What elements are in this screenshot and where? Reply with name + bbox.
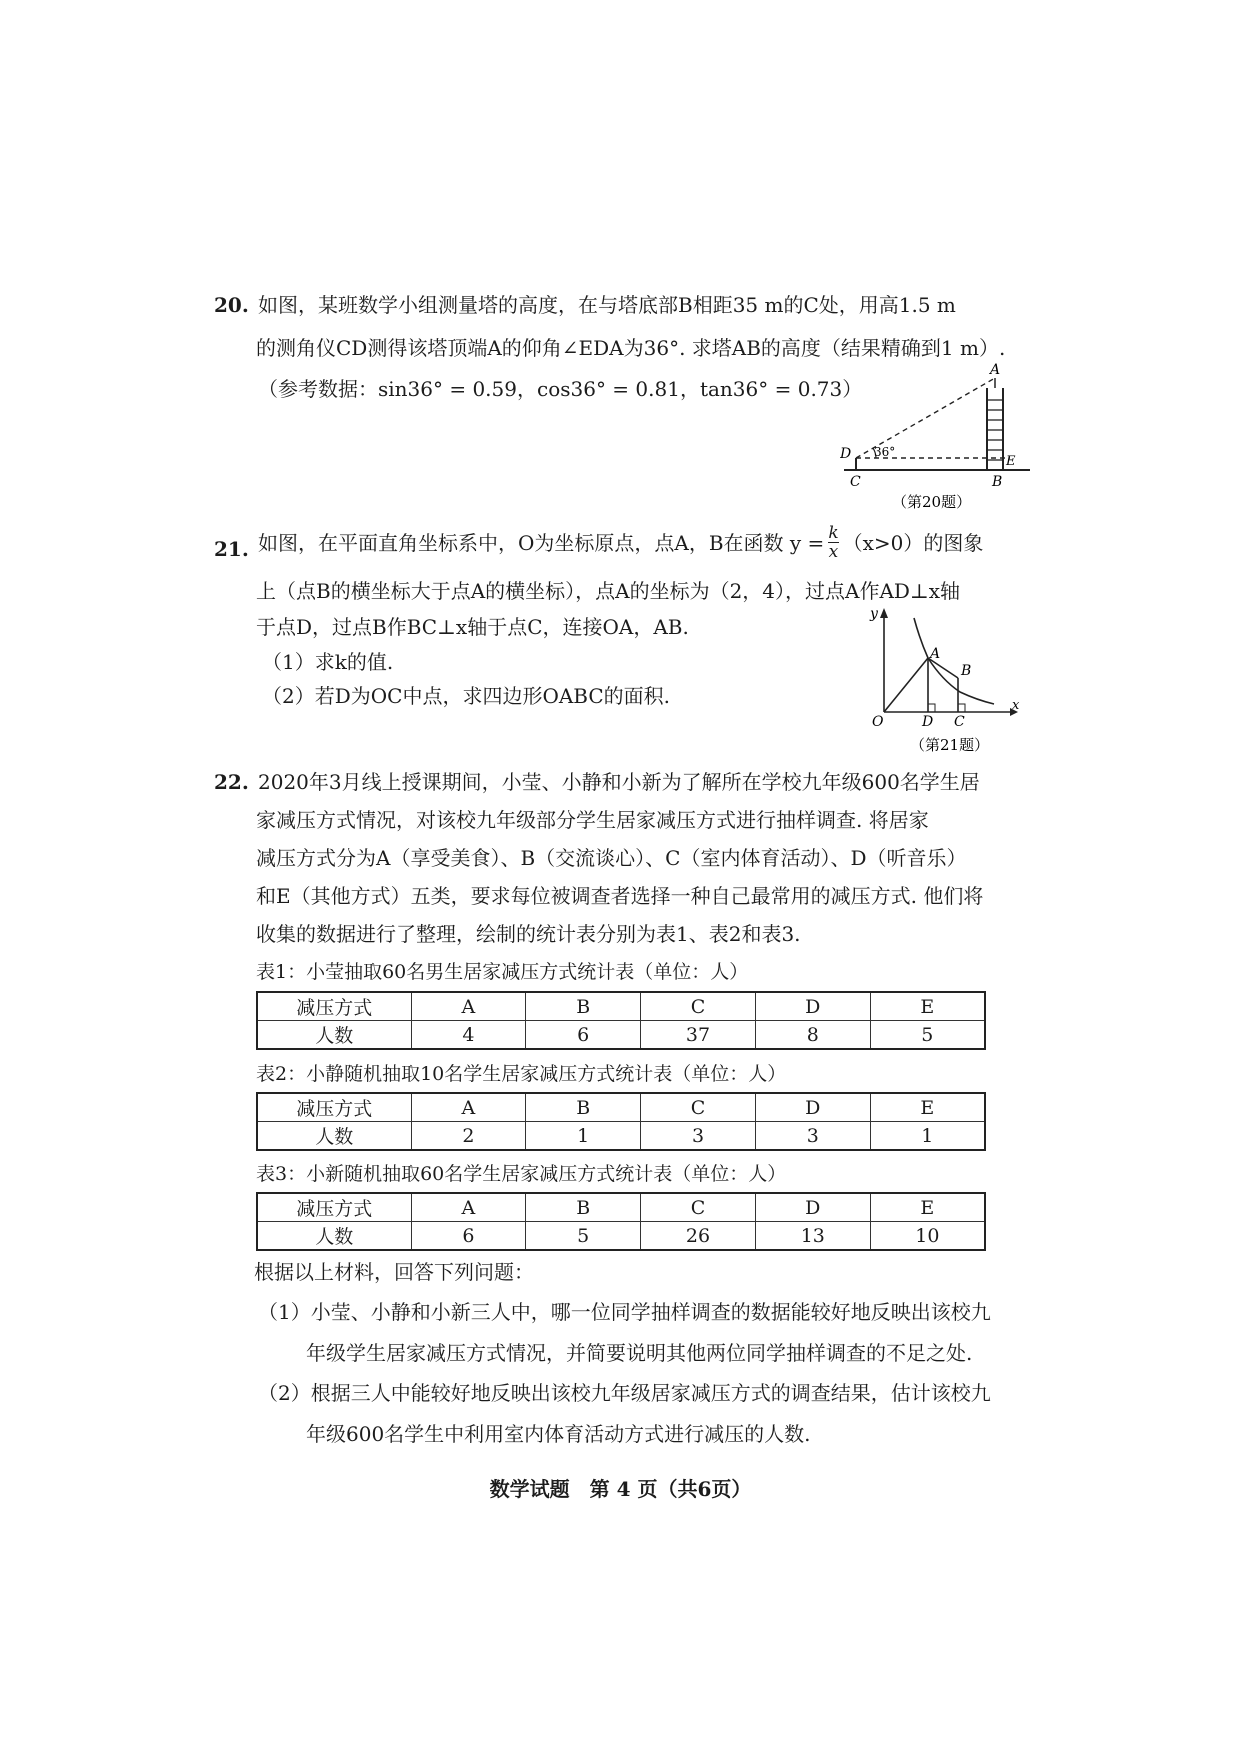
table-2-value-row	[257, 1122, 985, 1151]
table-cell: E	[870, 1093, 985, 1122]
table-cell: 人数	[257, 1021, 411, 1050]
q20-label-b: B	[992, 474, 1003, 490]
table-cell: A	[411, 1093, 526, 1122]
q20-tower	[987, 378, 1003, 470]
q21-fraction-denominator: x	[828, 542, 839, 562]
table-cell: 5	[870, 1021, 985, 1050]
table-1-caption: 表1：小莹抽取60名男生居家减压方式统计表（单位：人）	[256, 961, 749, 983]
table-cell: 减压方式	[257, 1193, 411, 1222]
q21-line-1	[258, 524, 983, 561]
q20-label-a: A	[990, 362, 1001, 378]
table-cell: 3	[755, 1122, 870, 1151]
q21-label-b: B	[961, 663, 972, 679]
table-cell: D	[755, 992, 870, 1021]
q20-label-angle: 36°	[874, 445, 896, 459]
table-cell: B	[526, 992, 641, 1021]
table-cell: 2	[411, 1122, 526, 1151]
table-cell: B	[526, 1193, 641, 1222]
q21-label-d: D	[922, 714, 934, 730]
q21-line-2: 上（点B的横坐标大于点A的横坐标），点A的坐标为（2，4），过点A作AD⊥x轴	[256, 579, 961, 603]
table-2-header-row	[257, 1093, 985, 1122]
table-cell: 减压方式	[257, 992, 411, 1021]
q21-caption: （第21题）	[910, 736, 990, 754]
q21-label-c: C	[954, 714, 965, 730]
q22-sub-question-1-line-1: （1）小莹、小静和小新三人中，哪一位同学抽样调查的数据能较好地反映出该校九	[258, 1300, 991, 1324]
q21-label-x: x	[1012, 698, 1020, 713]
table-cell: 5	[526, 1222, 641, 1251]
table-3-caption: 表3：小新随机抽取60名学生居家减压方式统计表（单位：人）	[256, 1163, 787, 1185]
table-cell: 人数	[257, 1222, 411, 1251]
table-cell: E	[870, 992, 985, 1021]
table-cell: A	[411, 1193, 526, 1222]
table-cell: 26	[641, 1222, 756, 1251]
table-1-header-row	[257, 992, 985, 1021]
q22-prompt: 根据以上材料，回答下列问题：	[254, 1260, 534, 1284]
table-cell: C	[641, 1193, 756, 1222]
table-cell: 13	[755, 1222, 870, 1251]
table-1-value-row	[257, 1021, 985, 1050]
q20-reference-data: （参考数据：sin36° = 0.59，cos36° = 0.81，tan36° = 0.73）	[258, 377, 863, 401]
q21-sub-question-1: （1）求k的值.	[262, 650, 394, 674]
q21-label-a: A	[930, 646, 941, 662]
table-cell: 37	[641, 1021, 756, 1050]
table-cell: A	[411, 992, 526, 1021]
q21-figure	[862, 600, 1022, 760]
q22-line-2: 家减压方式情况，对该校九年级部分学生居家减压方式进行抽样调查. 将居家	[256, 808, 929, 832]
table-3-value-row	[257, 1222, 985, 1251]
q21-line-1-b: （x>0）的图象	[842, 530, 984, 555]
q22-line-4: 和E（其他方式）五类，要求每位被调查者选择一种自己最常用的减压方式. 他们将	[256, 884, 984, 908]
table-cell: C	[641, 1093, 756, 1122]
q21-sub-question-2: （2）若D为OC中点，求四边形OABC的面积.	[262, 684, 671, 708]
table-cell: 1	[870, 1122, 985, 1151]
q22-number: 22.	[214, 770, 249, 794]
table-2	[256, 1092, 986, 1151]
q22-line-5: 收集的数据进行了整理，绘制的统计表分别为表1、表2和表3.	[256, 922, 801, 946]
q21-label-o: O	[872, 714, 884, 730]
q20-number: 20.	[214, 293, 249, 317]
q20-label-c: C	[850, 474, 861, 490]
q21-line-3: 于点D，过点B作BC⊥x轴于点C，连接OA，AB.	[256, 615, 689, 639]
q20-figure	[840, 360, 1040, 520]
table-cell: E	[870, 1193, 985, 1222]
table-cell: D	[755, 1193, 870, 1222]
q21-segment-oa	[884, 658, 928, 712]
table-cell: C	[641, 992, 756, 1021]
q21-fraction	[828, 524, 838, 561]
table-cell: D	[755, 1093, 870, 1122]
table-cell: 3	[641, 1122, 756, 1151]
q21-label-y: y	[870, 606, 878, 622]
q21-fraction-numerator: k	[828, 523, 839, 543]
q22-sub-question-2-line-2: 年级600名学生中利用室内体育活动方式进行减压的人数.	[306, 1422, 811, 1446]
table-cell: 人数	[257, 1122, 411, 1151]
q20-caption: （第20题）	[892, 493, 972, 511]
table-cell: B	[526, 1093, 641, 1122]
table-1	[256, 991, 986, 1050]
q22-line-1: 2020年3月线上授课期间，小莹、小静和小新为了解所在学校九年级600名学生居	[258, 770, 980, 794]
q20-line-2: 的测角仪CD测得该塔顶端A的仰角∠EDA为36°. 求塔AB的高度（结果精确到1 m）.	[256, 336, 1006, 360]
q21-line-1-a: 如图，在平面直角坐标系中，O为坐标原点，点A，B在函数 y =	[258, 530, 825, 555]
table-cell: 6	[526, 1021, 641, 1050]
q20-label-d: D	[840, 446, 852, 462]
table-3-header-row	[257, 1193, 985, 1222]
q22-sub-question-1-line-2: 年级学生居家减压方式情况，并简要说明其他两位同学抽样调查的不足之处.	[306, 1341, 973, 1365]
q21-number: 21.	[214, 537, 249, 561]
q20-line-1: 如图，某班数学小组测量塔的高度，在与塔底部B相距35 m的C处，用高1.5 m	[258, 293, 956, 317]
q22-line-3: 减压方式分为A（享受美食）、B（交流谈心）、C（室内体育活动）、D（听音乐）	[256, 846, 967, 870]
q20-label-e: E	[1006, 454, 1016, 469]
table-cell: 8	[755, 1021, 870, 1050]
table-cell: 10	[870, 1222, 985, 1251]
table-2-caption: 表2：小静随机抽取10名学生居家减压方式统计表（单位：人）	[256, 1063, 787, 1085]
page-footer: 数学试题 第 4 页（共6页）	[489, 1477, 752, 1501]
table-cell: 减压方式	[257, 1093, 411, 1122]
table-cell: 4	[411, 1021, 526, 1050]
table-3	[256, 1192, 986, 1251]
table-cell: 1	[526, 1122, 641, 1151]
q22-sub-question-2-line-1: （2）根据三人中能较好地反映出该校九年级居家减压方式的调查结果，估计该校九	[258, 1381, 991, 1405]
table-cell: 6	[411, 1222, 526, 1251]
